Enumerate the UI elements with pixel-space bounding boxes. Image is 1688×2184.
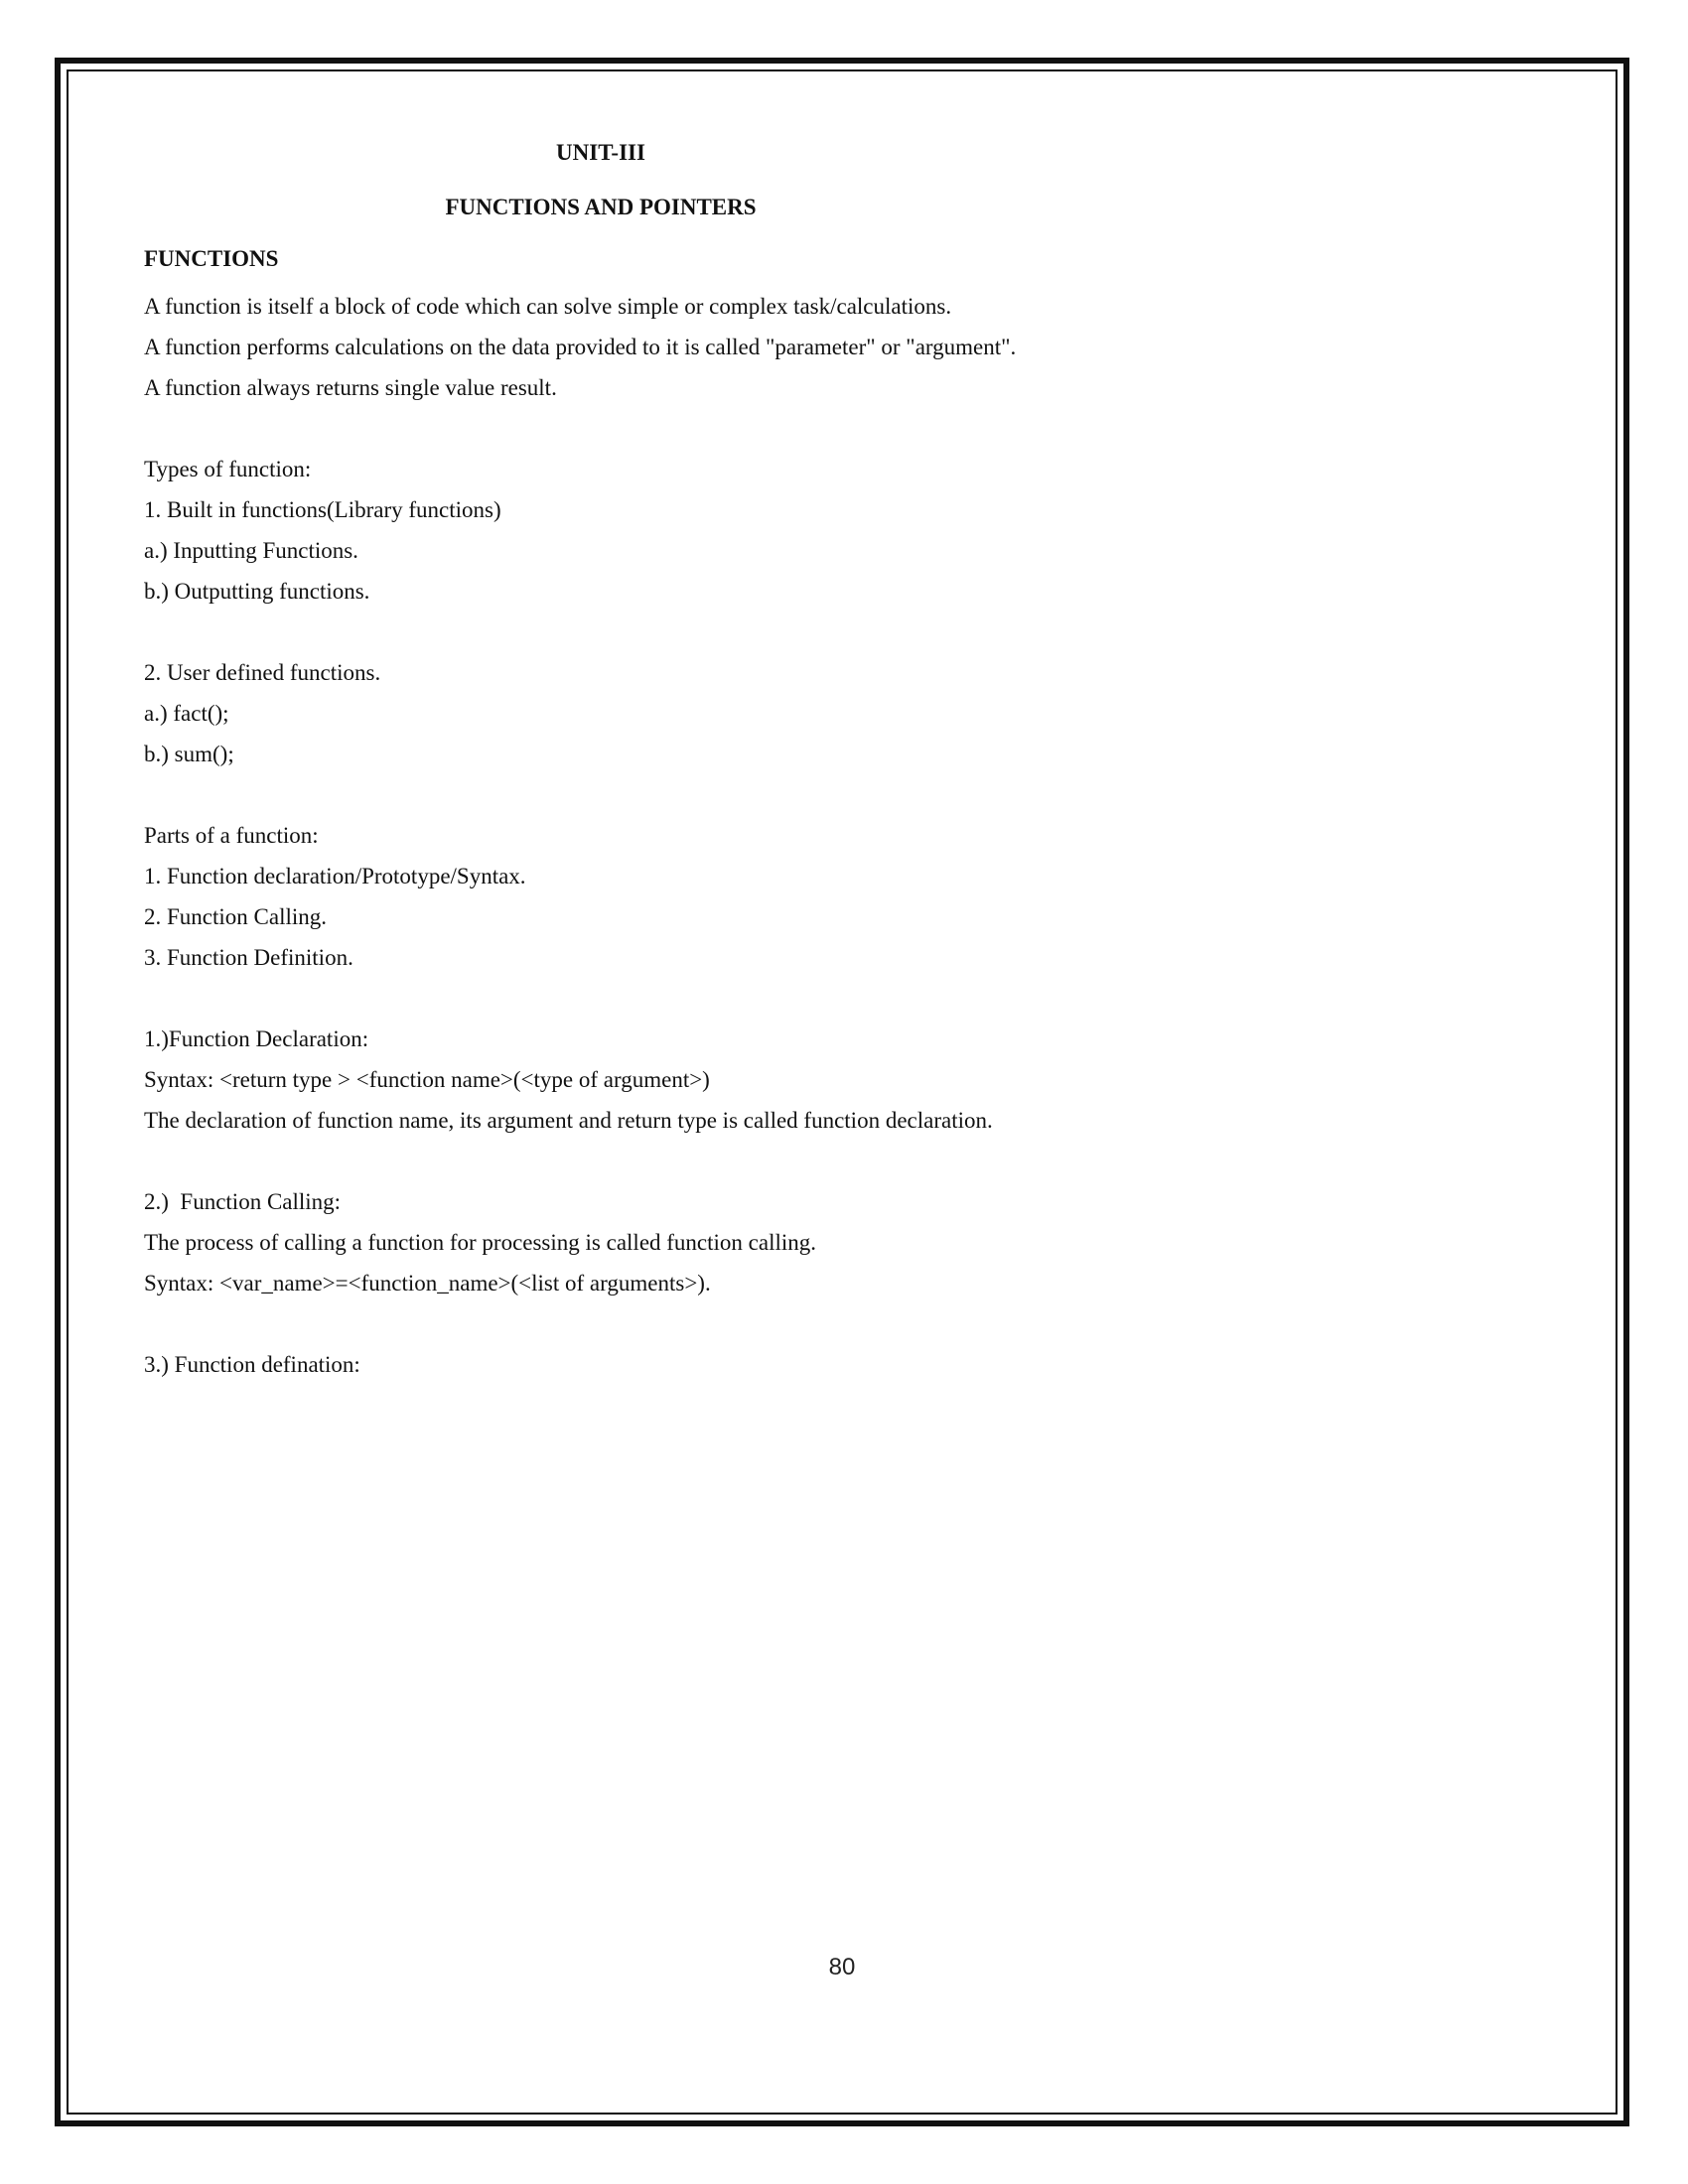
blank-line <box>144 1303 1057 1344</box>
doc-line: Syntax: <return type > <function name>(<type of argument>) <box>144 1067 710 1092</box>
doc-line: 3.) Function defination: <box>144 1352 360 1377</box>
doc-line: A function always returns single value result. <box>144 375 557 400</box>
blank-line <box>144 774 1057 815</box>
doc-line: A function is itself a block of code which can solve simple or complex task/calculations. <box>144 294 952 319</box>
section-heading-functions: FUNCTIONS <box>144 246 279 271</box>
document-body <box>144 132 1057 1385</box>
doc-line: A function performs calculations on the data provided to it is called "parameter" or "argument". <box>144 335 1017 359</box>
doc-line: 2. User defined functions. <box>144 660 381 685</box>
doc-line: a.) fact(); <box>144 701 229 726</box>
doc-line: 2. Function Calling. <box>144 904 327 929</box>
doc-line: 3. Function Definition. <box>144 945 353 970</box>
blank-line <box>144 408 1057 449</box>
doc-line: The process of calling a function for processing is called function calling. <box>144 1230 817 1255</box>
doc-line: Types of function: <box>144 457 312 481</box>
doc-line: The declaration of function name, its argument and return type is called function declaration. <box>144 1108 993 1133</box>
doc-line: 1. Function declaration/Prototype/Syntax. <box>144 864 526 888</box>
doc-line: b.) Outputting functions. <box>144 579 370 604</box>
blank-line <box>144 1141 1057 1181</box>
blank-line <box>144 612 1057 652</box>
chapter-heading: FUNCTIONS AND POINTERS <box>445 195 757 219</box>
unit-heading: UNIT-III <box>556 140 645 165</box>
doc-line: Parts of a function: <box>144 823 319 848</box>
doc-line: b.) sum(); <box>144 742 234 766</box>
blank-line <box>144 978 1057 1019</box>
doc-line: Syntax: <var_name>=<function_name>(<list of arguments>). <box>144 1271 711 1296</box>
doc-line: 1. Built in functions(Library functions) <box>144 497 501 522</box>
doc-line: 1.)Function Declaration: <box>144 1026 369 1051</box>
page-number: 80 <box>828 1954 856 1980</box>
doc-line: a.) Inputting Functions. <box>144 538 358 563</box>
doc-line: 2.) Function Calling: <box>144 1189 342 1214</box>
